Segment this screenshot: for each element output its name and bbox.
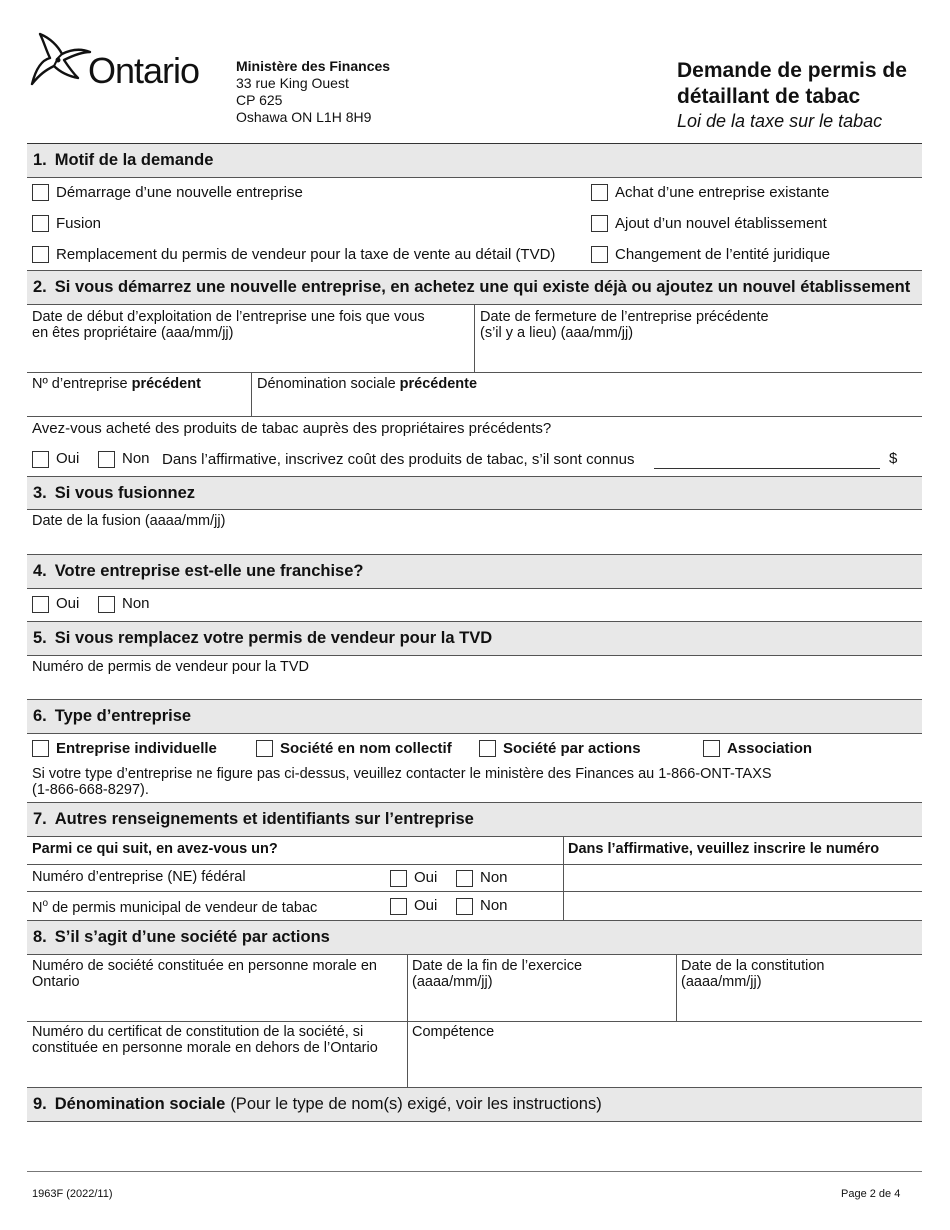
- form-title-line: détaillant de tabac: [677, 85, 861, 108]
- fiscal-end-label: Date de la fin de l’exercice: [412, 958, 583, 974]
- section-6-header: [27, 700, 922, 733]
- section-number: 3.: [33, 483, 47, 502]
- ministry-address: [236, 58, 390, 126]
- start-date-field[interactable]: [32, 309, 472, 371]
- section-title: Autres renseignements et identifiants sur l’entreprise: [54, 810, 474, 828]
- prev-business-no-field[interactable]: [32, 376, 247, 414]
- section-title: Dénomination sociale: [54, 1095, 226, 1113]
- prev-business-no-label-bold: précédent: [131, 376, 201, 392]
- corporation-label: Société par actions: [503, 740, 641, 757]
- section-9-note: (Pour le type de nom(s) exigé, voir les instructions): [230, 1095, 602, 1113]
- federal-bn-no-checkbox[interactable]: [456, 870, 473, 887]
- section-title: Type d’entreprise: [54, 707, 192, 725]
- municipal-permit-label-rest: de permis municipal de vendeur de tabac: [48, 899, 318, 916]
- merger-checkbox[interactable]: [32, 215, 49, 232]
- purchase-checkbox[interactable]: [591, 184, 608, 201]
- legal-change-checkbox[interactable]: [591, 246, 608, 263]
- address-line: CP 625: [236, 92, 283, 108]
- section-number: 6.: [33, 707, 47, 725]
- section-2-header: [27, 271, 922, 304]
- section-number: 1.: [33, 151, 47, 169]
- new-business-checkbox[interactable]: [32, 184, 49, 201]
- section-title: Si vous fusionnez: [54, 483, 196, 502]
- municipal-permit-label: [32, 898, 317, 916]
- form-title-line: Demande de permis de: [677, 59, 907, 82]
- section-title: Si vous démarrez une nouvelle entreprise, en achetez une qui existe déjà ou ajoutez un nouvel établissement: [54, 278, 911, 296]
- section-3-header: [27, 477, 922, 509]
- rst-permit-label: Numéro de permis de vendeur pour la TVD: [32, 659, 309, 675]
- trillium-icon: [28, 28, 92, 90]
- merger-label: Fusion: [56, 215, 102, 232]
- form-title-block: [677, 58, 907, 132]
- municipal-permit-label-sup: o: [42, 898, 49, 909]
- ministry-name: Ministère des Finances: [236, 58, 391, 74]
- close-date-label: Date de fermeture de l’entreprise précédente: [480, 309, 769, 325]
- association-label: Association: [727, 740, 813, 757]
- section-title: Votre entreprise est-elle une franchise?: [54, 562, 364, 580]
- tobacco-purchase-no-checkbox[interactable]: [98, 451, 115, 468]
- replacement-checkbox[interactable]: [32, 246, 49, 263]
- section-number: 8.: [33, 928, 47, 946]
- incorporation-date-label: Date de la constitution: [681, 958, 825, 974]
- prev-legal-name-label-bold: précédente: [399, 376, 478, 392]
- replacement-label: Remplacement du permis de vendeur pour la taxe de vente au détail (TVD): [56, 246, 556, 263]
- prev-legal-name-label: Dénomination sociale: [257, 376, 400, 392]
- fiscal-end-field[interactable]: [412, 958, 672, 1018]
- currency-symbol: $: [889, 450, 898, 467]
- address-line: Oshawa ON L1H 8H9: [236, 109, 372, 125]
- ontario-corp-no-label: Numéro de société constituée en personne morale en: [32, 958, 377, 974]
- yes-label: Oui: [414, 897, 438, 914]
- start-date-label: Date de début d’exploitation de l’entreprise une fois que vous: [32, 309, 425, 325]
- close-date-label: (s’il y a lieu) (aaa/mm/jj): [480, 325, 634, 341]
- municipal-permit-input[interactable]: [564, 892, 922, 919]
- yes-label: Oui: [414, 869, 438, 886]
- certificate-no-label: Numéro du certificat de constitution de la société, si: [32, 1024, 364, 1040]
- federal-bn-yes-checkbox[interactable]: [390, 870, 407, 887]
- tobacco-purchase-yes-checkbox[interactable]: [32, 451, 49, 468]
- certificate-no-label: constituée en personne morale en dehors de l’Ontario: [32, 1040, 378, 1056]
- prev-business-no-label: Nº d’entreprise: [32, 376, 132, 392]
- association-checkbox[interactable]: [703, 740, 720, 757]
- sole-proprietor-checkbox[interactable]: [32, 740, 49, 757]
- form-title: [677, 58, 907, 110]
- yes-label: Oui: [56, 450, 80, 467]
- ontario-corp-no-field[interactable]: [32, 958, 404, 1018]
- tobacco-purchase-question: Avez-vous acheté des produits de tabac auprès des propriétaires précédents?: [32, 420, 552, 437]
- partnership-checkbox[interactable]: [256, 740, 273, 757]
- new-location-checkbox[interactable]: [591, 215, 608, 232]
- incorporation-date-label: (aaaa/mm/jj): [681, 974, 762, 990]
- corporation-checkbox[interactable]: [479, 740, 496, 757]
- section-8-header: [27, 921, 922, 954]
- business-type-note-line: Si votre type d’entreprise ne figure pas ci-dessus, veuillez contacter le ministère des Finances au 1-866-ONT-TAXS: [32, 766, 772, 782]
- franchise-no-checkbox[interactable]: [98, 596, 115, 613]
- section-number: 2.: [33, 278, 47, 296]
- section-title: Si vous remplacez votre permis de vendeur pour la TVD: [54, 629, 493, 647]
- no-label: Non: [480, 897, 508, 914]
- partnership-label: Société en nom collectif: [280, 740, 452, 757]
- merger-date-field[interactable]: [32, 513, 912, 551]
- municipal-permit-label-prefix: N: [32, 899, 43, 916]
- municipal-permit-yes-checkbox[interactable]: [390, 898, 407, 915]
- section-title: Motif de la demande: [54, 151, 214, 169]
- form-id: 1963F (2022/11): [32, 1188, 113, 1200]
- ontario-corp-no-label: Ontario: [32, 974, 80, 990]
- logo-wordmark: Ontario: [88, 50, 200, 91]
- franchise-yes-checkbox[interactable]: [32, 596, 49, 613]
- business-type-note-line: (1-866-668-8297).: [32, 782, 149, 798]
- section-1-header: [27, 144, 922, 177]
- number-column-head: Dans l’affirmative, veuillez inscrire le numéro: [568, 841, 880, 857]
- ontario-logo: [28, 28, 208, 92]
- section-4-header: [27, 555, 922, 588]
- prev-legal-name-field[interactable]: [257, 376, 917, 414]
- identifiers-column-head: Parmi ce qui suit, en avez-vous un?: [32, 841, 278, 857]
- no-label: Non: [480, 869, 508, 886]
- new-business-label: Démarrage d’une nouvelle entreprise: [56, 184, 303, 201]
- no-label: Non: [122, 450, 150, 467]
- incorporation-date-field[interactable]: [681, 958, 917, 1018]
- business-type-note: [32, 766, 912, 798]
- section-number: 5.: [33, 629, 47, 647]
- page-number: Page 2 de 4: [841, 1188, 901, 1200]
- section-7-header: [27, 803, 922, 836]
- rst-permit-field[interactable]: [32, 659, 912, 697]
- section-5-header: [27, 622, 922, 655]
- section-9-header: [27, 1088, 922, 1121]
- certificate-no-field[interactable]: [32, 1024, 404, 1084]
- jurisdiction-label: Compétence: [412, 1024, 495, 1040]
- fiscal-end-label: (aaaa/mm/jj): [412, 974, 493, 990]
- start-date-label: en êtes propriétaire (aaa/mm/jj): [32, 325, 234, 341]
- cost-label: Dans l’affirmative, inscrivez coût des produits de tabac, s’il sont connus: [162, 451, 635, 468]
- federal-bn-label: Numéro d’entreprise (NE) fédéral: [32, 869, 246, 885]
- sole-proprietor-label: Entreprise individuelle: [56, 740, 217, 757]
- yes-label: Oui: [56, 595, 80, 612]
- close-date-field[interactable]: [480, 309, 920, 371]
- jurisdiction-field[interactable]: [412, 1024, 917, 1084]
- section-title: S’il s’agit d’une société par actions: [54, 928, 330, 946]
- section-number: 7.: [33, 810, 47, 828]
- section-number: 9.: [33, 1095, 47, 1113]
- form-subtitle: Loi de la taxe sur le tabac: [677, 111, 883, 131]
- address-line: 33 rue King Ouest: [236, 75, 349, 91]
- federal-bn-input[interactable]: [564, 865, 922, 891]
- cost-input[interactable]: [654, 455, 880, 469]
- purchase-label: Achat d’une entreprise existante: [615, 184, 830, 201]
- municipal-permit-no-checkbox[interactable]: [456, 898, 473, 915]
- new-location-label: Ajout d’un nouvel établissement: [615, 215, 827, 232]
- merger-date-label: Date de la fusion (aaaa/mm/jj): [32, 513, 226, 529]
- no-label: Non: [122, 595, 150, 612]
- section-number: 4.: [33, 562, 47, 580]
- legal-change-label: Changement de l’entité juridique: [615, 246, 831, 263]
